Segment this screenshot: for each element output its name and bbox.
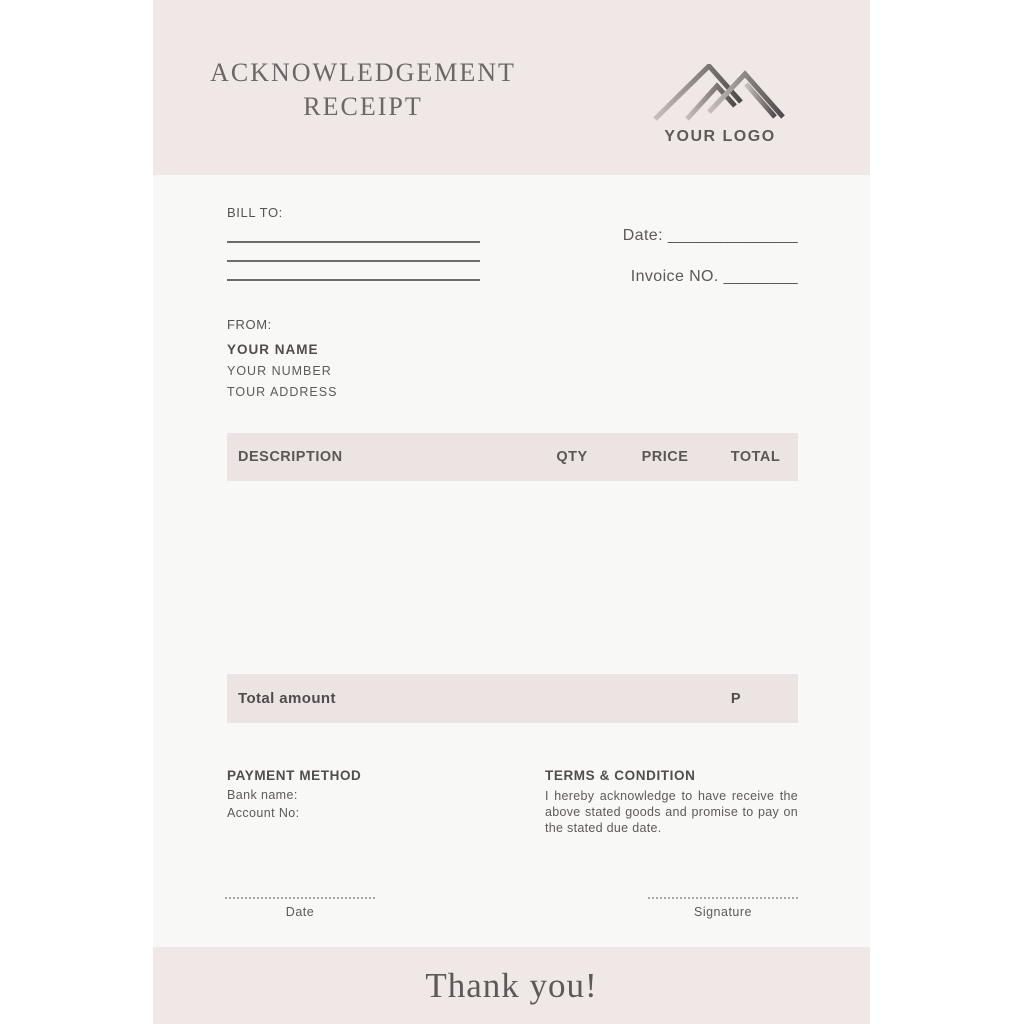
invoice-label: Invoice NO. (630, 268, 719, 285)
invoice-row (631, 268, 798, 286)
bill-to-label: BILL TO: (227, 205, 283, 220)
column-header-total: TOTAL (730, 449, 781, 465)
company-logo (650, 64, 790, 146)
from-label: FROM: (227, 317, 272, 332)
sender-address: TOUR ADDRESS (227, 385, 338, 399)
sender-name: YOUR NAME (227, 342, 319, 357)
date-label: Date: (622, 227, 663, 244)
account-no-label: Account No: (227, 806, 300, 820)
total-amount-label: Total amount (238, 690, 336, 707)
header-band (153, 0, 870, 175)
bill-to-line-3 (227, 279, 480, 281)
terms-title: TERMS & CONDITION (545, 768, 696, 783)
items-table-header (227, 433, 798, 481)
mountain-logo-icon (653, 64, 787, 122)
terms-text: I hereby acknowledge to have receive the above stated goods and promise to pay on the stated due date. (545, 789, 798, 835)
payment-method-title: PAYMENT METHOD (227, 768, 362, 783)
currency-symbol: P (730, 690, 741, 707)
receipt-page (153, 0, 870, 1024)
thank-you-message: Thank you! (425, 965, 598, 1005)
sender-number: YOUR NUMBER (227, 364, 332, 378)
date-fill-line: ______________ (667, 227, 798, 244)
page-title (203, 56, 523, 124)
date-signature-line (225, 897, 375, 899)
logo-label: YOUR LOGO (664, 128, 776, 145)
date-signature-label: Date (285, 905, 315, 919)
page-title-line2: RECEIPT (303, 92, 423, 121)
column-header-description: DESCRIPTION (238, 449, 343, 465)
footer-band (153, 947, 870, 1024)
bill-to-line-1 (227, 241, 480, 243)
column-header-qty: QTY (556, 449, 588, 465)
page-title-line1: ACKNOWLEDGEMENT (210, 58, 516, 87)
signature-line (648, 897, 798, 899)
signature-label: Signature (693, 905, 752, 919)
bank-name-label: Bank name: (227, 788, 298, 802)
date-row (623, 227, 798, 245)
invoice-fill-line: ________ (723, 268, 798, 285)
column-header-price: PRICE (641, 449, 689, 465)
bill-to-line-2 (227, 260, 480, 262)
total-amount-row (227, 674, 798, 723)
